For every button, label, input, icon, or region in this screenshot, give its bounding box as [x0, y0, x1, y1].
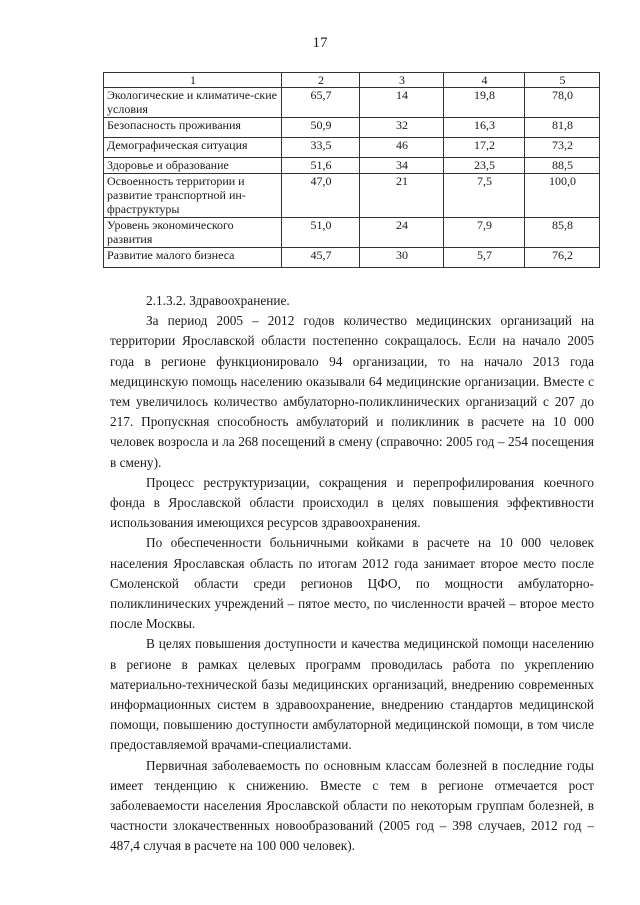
section-heading: 2.1.3.2. Здравоохранение.: [146, 293, 290, 308]
table-cell-label: Освоенность территории и развитие транспортной ин-фраструктуры: [104, 174, 282, 218]
table-cell: 7,5: [444, 174, 525, 218]
table-row: [104, 118, 600, 138]
table-cell: 50,9: [282, 118, 360, 138]
table-cell: 24: [360, 218, 444, 248]
table-row: [104, 174, 600, 218]
table-cell: 14: [360, 88, 444, 118]
table-cell: 34: [360, 158, 444, 174]
table-header-cell: 3: [360, 73, 444, 88]
table-cell: 5,7: [444, 248, 525, 268]
table-cell-label: Развитие малого бизнеса: [104, 248, 282, 268]
table-cell-label: Уровень экономического развития: [104, 218, 282, 248]
paragraph: Первичная заболеваемость по основным классам болезней в последние годы имеет тенденцию к снижению. Вместе с тем в регионе отмечается рост заболеваемости населения Ярославской области по некоторым группам болезней, в частности злокачественных новообразований (2005 год – 398 случаев, 2012 год – 487,4 случая в расчете на 100 000 человек).: [110, 757, 594, 854]
table-cell: 32: [360, 118, 444, 138]
table-cell-label: Здоровье и образование: [104, 158, 282, 174]
table-cell: 76,2: [525, 248, 600, 268]
table-cell: 51,0: [282, 218, 360, 248]
table-cell: 21: [360, 174, 444, 218]
table-cell: 7,9: [444, 218, 525, 248]
table-cell: 51,6: [282, 158, 360, 174]
page-number: 17: [312, 35, 328, 51]
table-cell: 17,2: [444, 138, 525, 158]
table-cell-label: Демографическая ситуация: [104, 138, 282, 158]
table-cell: 33,5: [282, 138, 360, 158]
table-cell: 45,7: [282, 248, 360, 268]
table-header-row: [104, 73, 600, 88]
table-cell: 19,8: [444, 88, 525, 118]
table-row: [104, 88, 600, 118]
table-row: [104, 158, 600, 174]
table-cell: 47,0: [282, 174, 360, 218]
table-header-cell: 5: [525, 73, 600, 88]
table-cell: 65,7: [282, 88, 360, 118]
table-cell: 16,3: [444, 118, 525, 138]
paragraph: Процесс реструктуризации, сокращения и перепрофилирования коечного фонда в Ярославской области происходил в целях повышения эффективности использования имеющихся ресурсов здравоохранения.: [110, 474, 594, 531]
table-header-cell: 2: [282, 73, 360, 88]
table-cell: 73,2: [525, 138, 600, 158]
table-cell-label: Безопасность проживания: [104, 118, 282, 138]
table-cell: 23,5: [444, 158, 525, 174]
body-text: [110, 291, 594, 857]
table-cell: 46: [360, 138, 444, 158]
table-cell: 81,8: [525, 118, 600, 138]
table-header-cell: 1: [104, 73, 282, 88]
paragraph: За период 2005 – 2012 годов количество медицинских организаций на территории Ярославской области постепенно сокращалось. Если на начало 2005 года в регионе функционировало 94 организации, то на начало 2013 года медицинскую помощь населению оказывали 64 медицинские организации. Вместе с тем увеличилось количество амбулаторно-поликлинических организаций с 207 до 217. Пропускная способность амбулаторий и поликлиник в расчете на 10 000 человек возросла и ла 268 посещений в смену (справочно: 2005 год – 254 посещения в смену).: [110, 313, 594, 470]
paragraph: По обеспеченности больничными койками в расчете на 10 000 человек населения Ярославская область по итогам 2012 года занимает второе место после Смоленской области среди регионов ЦФО, по мощности амбулаторно-поликлинических учреждений – пятое место, по численности врачей – второе место после Москвы.: [110, 535, 594, 632]
table-cell: 85,8: [525, 218, 600, 248]
table-cell: 78,0: [525, 88, 600, 118]
table-cell-label: Экологические и климатиче-ские условия: [104, 88, 282, 118]
paragraph: В целях повышения доступности и качества медицинской помощи населению в регионе в рамках целевых программ проводилась работа по укреплению материально-технической базы медицинских организаций, внедрению современных информационных систем в здравоохранение, внедрению стандартов медицинской помощи, повышению доступности амбулаторной медицинской помощи, в том числе предоставляемой врачами-специалистами.: [110, 636, 594, 753]
table-row: [104, 218, 600, 248]
indicators-table: [103, 72, 600, 268]
table-cell: 30: [360, 248, 444, 268]
table-row: [104, 138, 600, 158]
table-header-cell: 4: [444, 73, 525, 88]
table-row: [104, 248, 600, 268]
table-cell: 88,5: [525, 158, 600, 174]
table-cell: 100,0: [525, 174, 600, 218]
